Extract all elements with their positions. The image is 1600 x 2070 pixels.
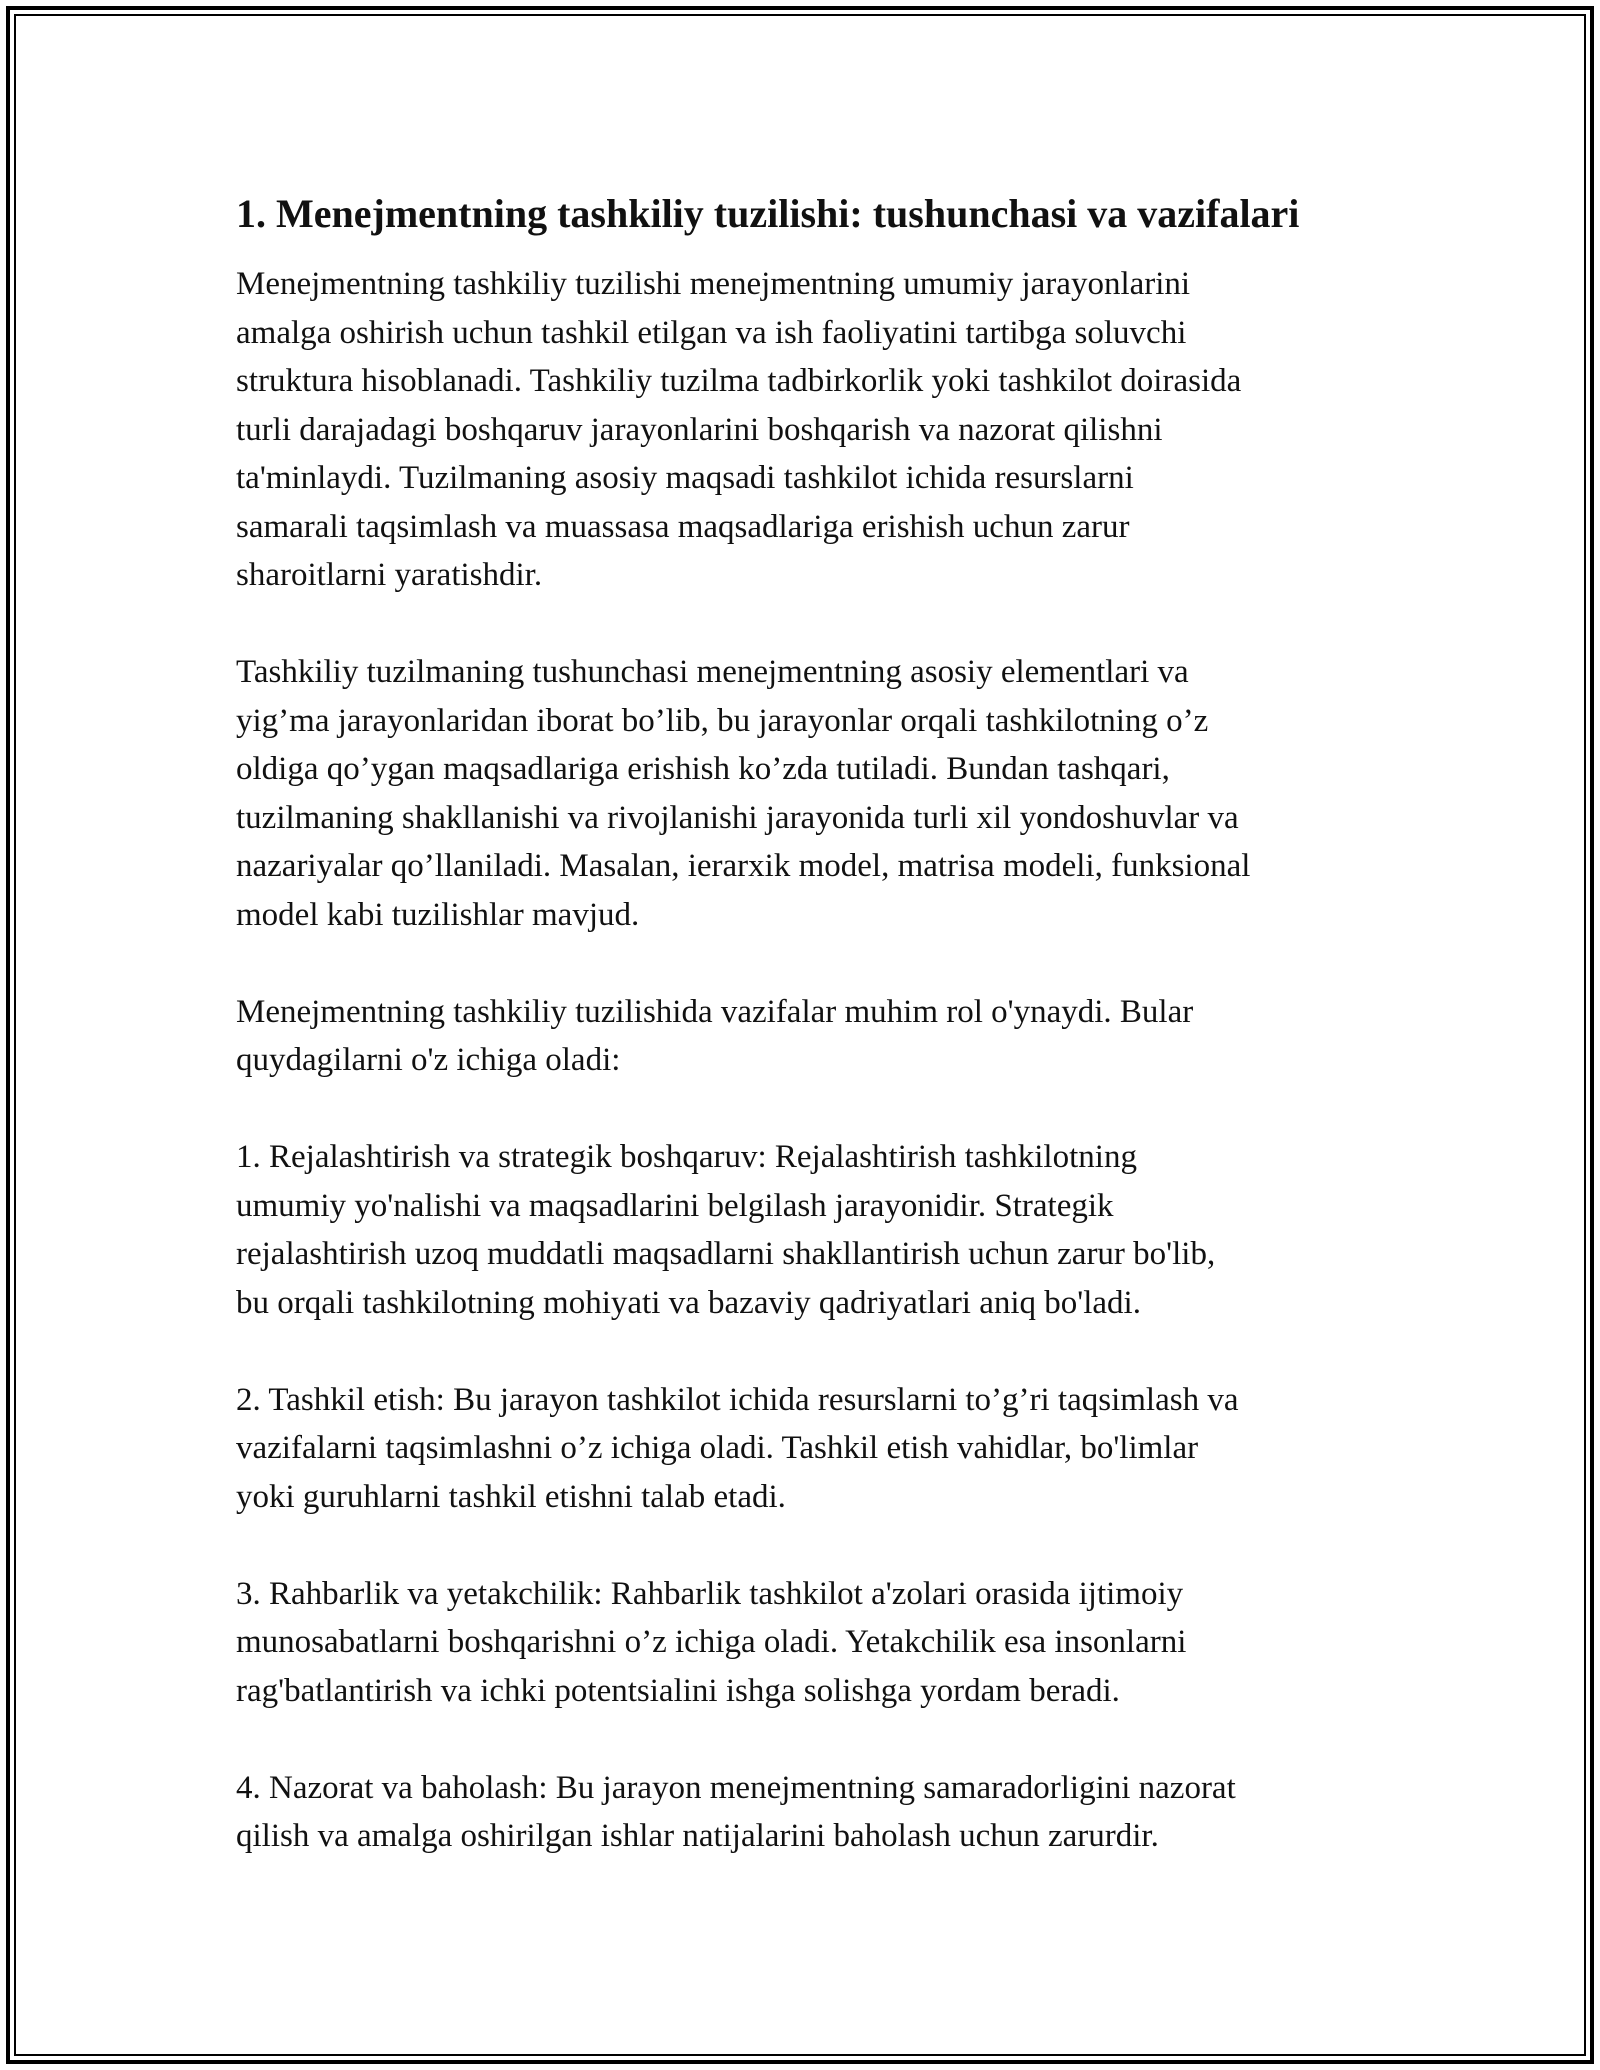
list-item-leadership (236, 1570, 1386, 1716)
text-line: sharoitlarni yaratishdir. (236, 557, 543, 593)
text-line: Tashkiliy tuzilmaning tushunchasi menejmentning asosiy elementlari va (236, 654, 1189, 690)
paragraph-intro-tasks (236, 988, 1386, 1085)
text-line: munosabatlarni boshqarishni o’z ichiga oladi. Yetakchilik esa insonlarni (236, 1624, 1187, 1660)
text-line: oldiga qo’ygan maqsadlariga erishish ko’zda tutiladi. Bundan tashqari, (236, 751, 1170, 787)
text-line: turli darajadagi boshqaruv jarayonlarini boshqarish va nazorat qilishni (236, 411, 1163, 448)
text-line: 3. Rahbarlik va yetakchilik: Rahbarlik tashkilot a'zolari orasida ijtimoiy (236, 1575, 1184, 1612)
list-item-planning (236, 1133, 1386, 1327)
document-page (236, 186, 1386, 1909)
list-item-control (236, 1764, 1386, 1861)
text-line: 4. Nazorat va baholash: Bu jarayon menejmentning samaradorligini nazorat (236, 1769, 1236, 1806)
page-title: 1. Menejmentning tashkiliy tuzilishi: tushunchasi va vazifalari (236, 191, 1300, 236)
paragraph-concept (236, 648, 1386, 939)
text-line: rejalashtirish uzoq muddatli maqsadlarni shakllantirish uchun zarur bo'lib, (236, 1236, 1216, 1272)
text-line: vazifalarni taqsimlashni o’z ichiga oladi. Tashkil etish vahidlar, bo'limlar (236, 1430, 1199, 1466)
text-line: Menejmentning tashkiliy tuzilishida vazifalar muhim rol o'ynaydi. Bular (236, 993, 1194, 1030)
text-line: qilish va amalga oshirilgan ishlar natijalarini baholash uchun zarurdir. (236, 1818, 1159, 1854)
text-line: ta'minlaydi. Tuzilmaning asosiy maqsadi tashkilot ichida resurslarni (236, 460, 1134, 496)
text-line: umumiy yo'nalishi va maqsadlarini belgilash jarayonidir. Strategik (236, 1187, 1114, 1224)
text-line: nazariyalar qo’llaniladi. Masalan, ierarxik model, matrisa modeli, funksional (236, 848, 1251, 884)
text-line: rag'batlantirish va ichki potentsialini ishga solishga yordam beradi. (236, 1672, 1120, 1709)
list-item-organizing (236, 1376, 1386, 1522)
text-line: quydagilarni o'z ichiga oladi: (236, 1042, 621, 1078)
text-line: bu orqali tashkilotning mohiyati va bazaviy qadriyatlari aniq bo'ladi. (236, 1284, 1141, 1321)
text-line: 1. Rejalashtirish va strategik boshqaruv: Rejalashtirish tashkilotning (236, 1139, 1137, 1175)
text-line: yoki guruhlarni tashkil etishni talab etadi. (236, 1478, 786, 1515)
text-line: model kabi tuzilishlar mavjud. (236, 896, 640, 933)
text-line: struktura hisoblanadi. Tashkiliy tuzilma tadbirkorlik yoki tashkilot doirasida (236, 363, 1242, 399)
text-line: 2. Tashkil etish: Bu jarayon tashkilot ichida resurslarni to’g’ri taqsimlash va (236, 1381, 1239, 1418)
text-line: tuzilmaning shakllanishi va rivojlanishi jarayonida turli xil yondoshuvlar va (236, 799, 1239, 836)
text-line: samarali taqsimlash va muassasa maqsadlariga erishish uchun zarur (236, 508, 1130, 545)
text-line: yig’ma jarayonlaridan iborat bo’lib, bu jarayonlar orqali tashkilotning o’z (236, 702, 1209, 739)
text-line: Menejmentning tashkiliy tuzilishi menejmentning umumiy jarayonlarini (236, 266, 1191, 302)
text-line: amalga oshirish uchun tashkil etilgan va ish faoliyatini tartibga soluvchi (236, 314, 1187, 351)
paragraph-definition (236, 260, 1386, 600)
